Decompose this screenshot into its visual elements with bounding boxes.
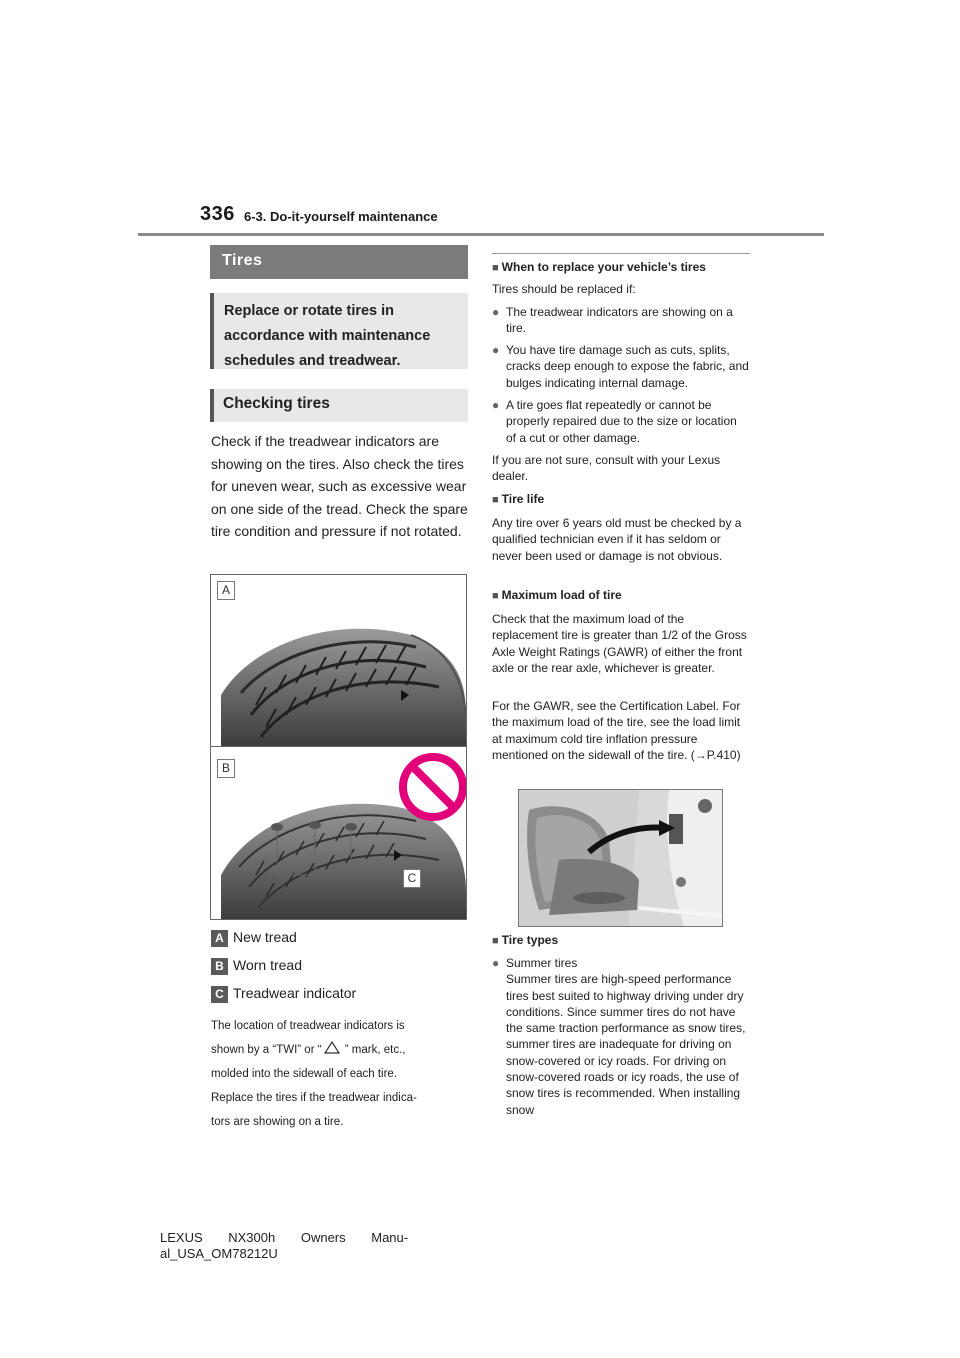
section-title: 6-3. Do-it-yourself maintenance [244, 209, 438, 224]
max-load-heading [492, 588, 622, 602]
figure-label-a: A [217, 581, 235, 600]
footer-line-1: LEXUS NX300h Owners Manu- [160, 1230, 409, 1245]
square-bullet-icon: ■ [492, 262, 499, 274]
bullet-icon: ● [492, 305, 500, 319]
bullet-text: The treadwear indicators are showing on a tire. [506, 305, 733, 336]
treadwear-note-text: ” mark, etc., [341, 1044, 406, 1056]
bullet-text: You have tire damage such as cuts, splits, cracks deep enough to expose the fabric, and bulges indicating internal damage. [506, 343, 749, 390]
header-rule [138, 233, 824, 236]
max-load-text: Check that the maximum load of the replacement tire is greater than 1/2 of the Gross Axle Weight Ratings (GAWR) of either the front axle or the rear axle, whichever is greater. [492, 612, 747, 675]
checking-tires-heading-text: Checking tires [223, 395, 330, 412]
prohibition-icon [403, 757, 463, 817]
figure-label-c: C [403, 869, 421, 888]
checking-tires-heading [210, 389, 468, 422]
triangle-mark-icon [324, 1041, 340, 1054]
summer-tires-title: Summer tires [506, 956, 578, 970]
tire-types-heading-text: Tire types [501, 933, 559, 947]
replace-heading [492, 260, 706, 274]
bullet-item [492, 397, 750, 446]
certification-label-photo [518, 789, 723, 927]
replace-note: If you are not sure, consult with your Lexus dealer. [492, 453, 721, 484]
bullet-item [492, 304, 750, 337]
figure-divider [211, 746, 466, 747]
tire-life-heading [492, 492, 544, 506]
tire-illustration [211, 575, 466, 919]
square-bullet-icon: ■ [492, 935, 499, 947]
tires-heading [210, 245, 468, 279]
treadwear-note-line: tors are showing on a tire. [211, 1116, 344, 1128]
square-bullet-icon: ■ [492, 494, 499, 506]
figure-label-b: B [217, 759, 235, 778]
tires-heading-text: Tires [222, 252, 263, 269]
tire-types-heading [492, 933, 558, 947]
seat-door-illustration [519, 790, 722, 926]
worn-tread-tire [221, 804, 466, 919]
treadwear-note-line: Replace the tires if the treadwear indica- [211, 1092, 417, 1104]
treadwear-note-line: The location of treadwear indicators is [211, 1020, 405, 1032]
replace-intro: Tires should be replaced if: [492, 282, 636, 296]
legend-letter: A [211, 930, 228, 947]
new-tread-tire [221, 629, 466, 747]
bullet-text: A tire goes flat repeatedly or cannot be properly repaired due to the size or location of a cut or other damage. [506, 398, 737, 445]
treadwear-note-text: shown by a “TWI” or “ [211, 1044, 322, 1056]
summer-tires-text: Summer tires are high-speed performance tires best suited to highway driving under dry conditions. Since summer tires do not have the same traction performance as snow tires, summer tires are inadequate for driving on snow-covered or icy roads. For driving on snow-covered roads or icy roads, the use of snow tires is recommended. When installing snow [506, 972, 746, 1117]
bullet-icon: ● [492, 956, 500, 970]
bullet-icon: ● [492, 398, 500, 412]
replace-heading-text: When to replace your vehicle’s tires [501, 260, 706, 274]
legend-letter: C [211, 986, 228, 1003]
max-load-heading-text: Maximum load of tire [501, 588, 622, 602]
treadwear-note-line: molded into the sidewall of each tire. [211, 1068, 398, 1080]
intro-text: Replace or rotate tires in accordance with maintenance schedules and treadwear. [224, 303, 431, 369]
square-bullet-icon: ■ [492, 590, 499, 602]
bullet-item [492, 342, 750, 391]
footer [160, 1230, 408, 1262]
intro-box [210, 293, 468, 369]
legend-text: Treadwear indicator [233, 985, 357, 1001]
bullet-item [492, 955, 750, 1118]
legend-letter: B [211, 958, 228, 975]
right-column-rule [492, 253, 750, 254]
tire-life-heading-text: Tire life [501, 492, 545, 506]
footer-line-2: al_USA_OM78212U [160, 1246, 278, 1261]
tire-life-text: Any tire over 6 years old must be checked by a qualified technician even if it has seldom or never been used or damage is not obvious. [492, 516, 742, 563]
gawr-text: For the GAWR, see the Certification Label. For the maximum load of the tire, see the load limit at maximum cold tire inflation pressure mentioned on the sidewall of the tire. (→P.410) [492, 699, 741, 762]
legend-text: Worn tread [233, 957, 302, 973]
legend-text: New tread [233, 929, 297, 945]
checking-tires-body: Check if the treadwear indicators are showing on the tires. Also check the tires for uneven wear, such as excessive wear on one side of the tread. Check the spare tire condition and pressure if not rotated. [211, 433, 468, 540]
tire-tread-figure [210, 574, 467, 920]
treadwear-note-line [211, 1040, 473, 1060]
bullet-icon: ● [492, 343, 500, 357]
page-number: 336 [200, 203, 235, 225]
